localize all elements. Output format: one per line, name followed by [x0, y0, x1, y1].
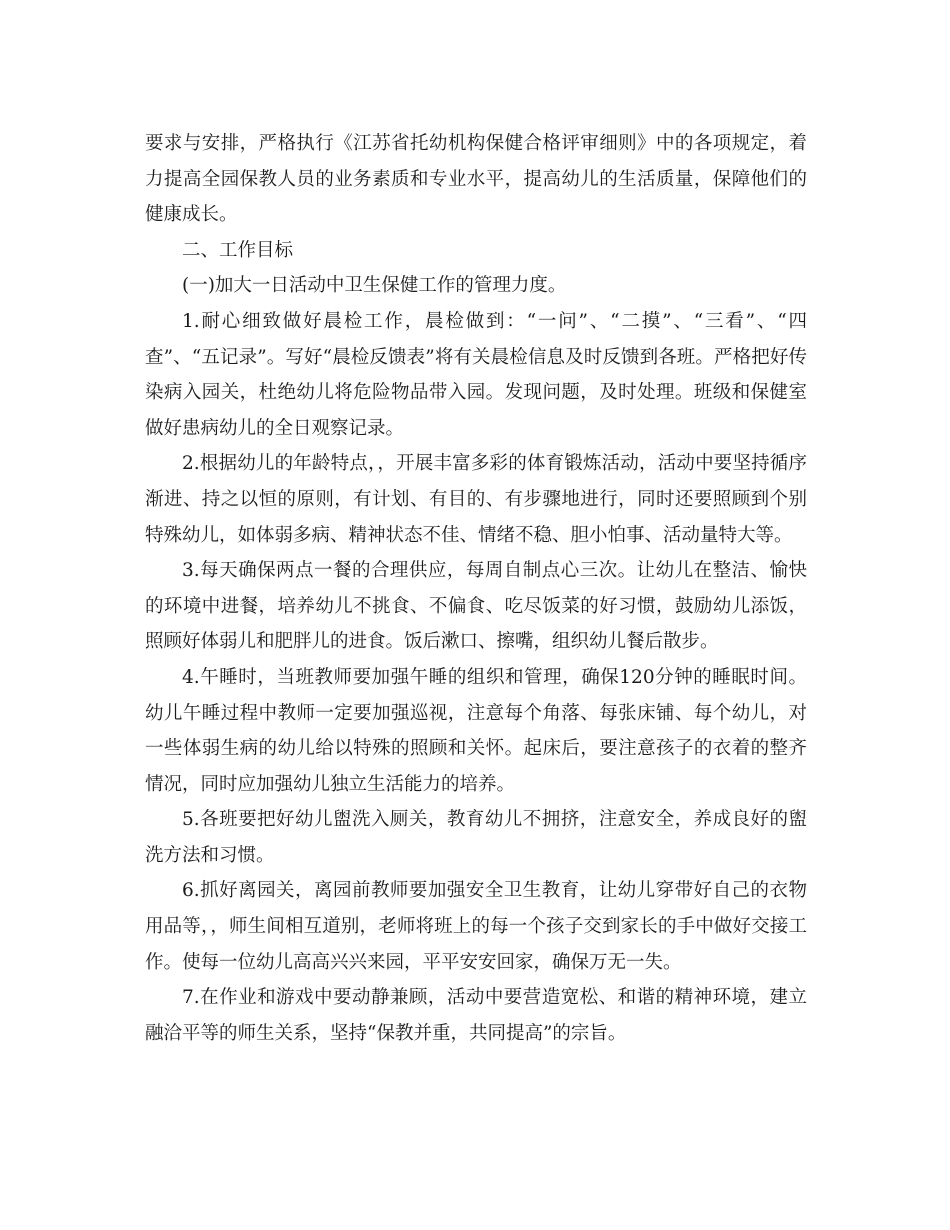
paragraph-item-3-meals: 3.每天确保两点一餐的合理供应，每周自制点心三次。让幼儿在整洁、愉快的环境中进餐，培养幼儿不挑食、不偏食、吃尽饭菜的好习惯，鼓励幼儿添饭，照顾好体弱儿和肥胖儿的进食。饭后漱口、擦嘴，组织幼儿餐后散步。 — [145, 560, 807, 653]
document-body — [145, 126, 807, 1051]
paragraph-item-5-washing: 5.各班要把好幼儿盥洗入厕关，教育幼儿不拥挤，注意安全，养成良好的盥洗方法和习惯。 — [145, 809, 807, 866]
paragraph-item-1-morning-check: 1.耐心细致做好晨检工作，晨检做到：“一问”、“二摸”、“三看”、“四查”、“五记录”。写好“晨检反馈表”将有关晨检信息及时反馈到各班。严格把好传染病入园关，杜绝幼儿将危险物品带入园。发现问题，及时处理。班级和保健室做好患病幼儿的全日观察记录。 — [145, 310, 807, 439]
paragraph-intro-continued: 要求与安排，严格执行《江苏省托幼机构保健合格评审细则》中的各项规定，着力提高全园保教人员的业务素质和专业水平，提高幼儿的生活质量，保障他们的健康成长。 — [145, 133, 807, 226]
section-heading-work-goals: 二、工作目标 — [182, 239, 294, 261]
subsection-heading-daily-hygiene: (一)加大一日活动中卫生保健工作的管理力度。 — [182, 275, 567, 297]
paragraph-item-6-leaving: 6.抓好离园关，离园前教师要加强安全卫生教育，让幼儿穿带好自己的衣物用品等，，师生间相互道别，老师将班上的每一个孩子交到家长的手中做好交接工作。使每一位幼儿高高兴兴来园，平平安安回家，确保万无一失。 — [145, 880, 807, 973]
paragraph-item-4-nap: 4.午睡时，当班教师要加强午睡的组织和管理，确保120分钟的睡眠时间。幼儿午睡过程中教师一定要加强巡视，注意每个角落、每张床铺、每个幼儿，对一些体弱生病的幼儿给以特殊的照顾和关怀。起床后，要注意孩子的衣着的整齐情况，同时应加强幼儿独立生活能力的培养。 — [145, 666, 807, 795]
paragraph-item-2-physical-exercise: 2.根据幼儿的年龄特点，，开展丰富多彩的体育锻炼活动，活动中要坚持循序渐进、持之以恒的原则，有计划、有目的、有步骤地进行，同时还要照顾到个别特殊幼儿，如体弱多病、精神状态不佳、情绪不稳、胆小怕事、活动量特大等。 — [145, 453, 807, 546]
paragraph-item-7-activities: 7.在作业和游戏中要动静兼顾，活动中要营造宽松、和谐的精神环境，建立融洽平等的师生关系，坚持“保教并重，共同提高”的宗旨。 — [145, 987, 807, 1044]
